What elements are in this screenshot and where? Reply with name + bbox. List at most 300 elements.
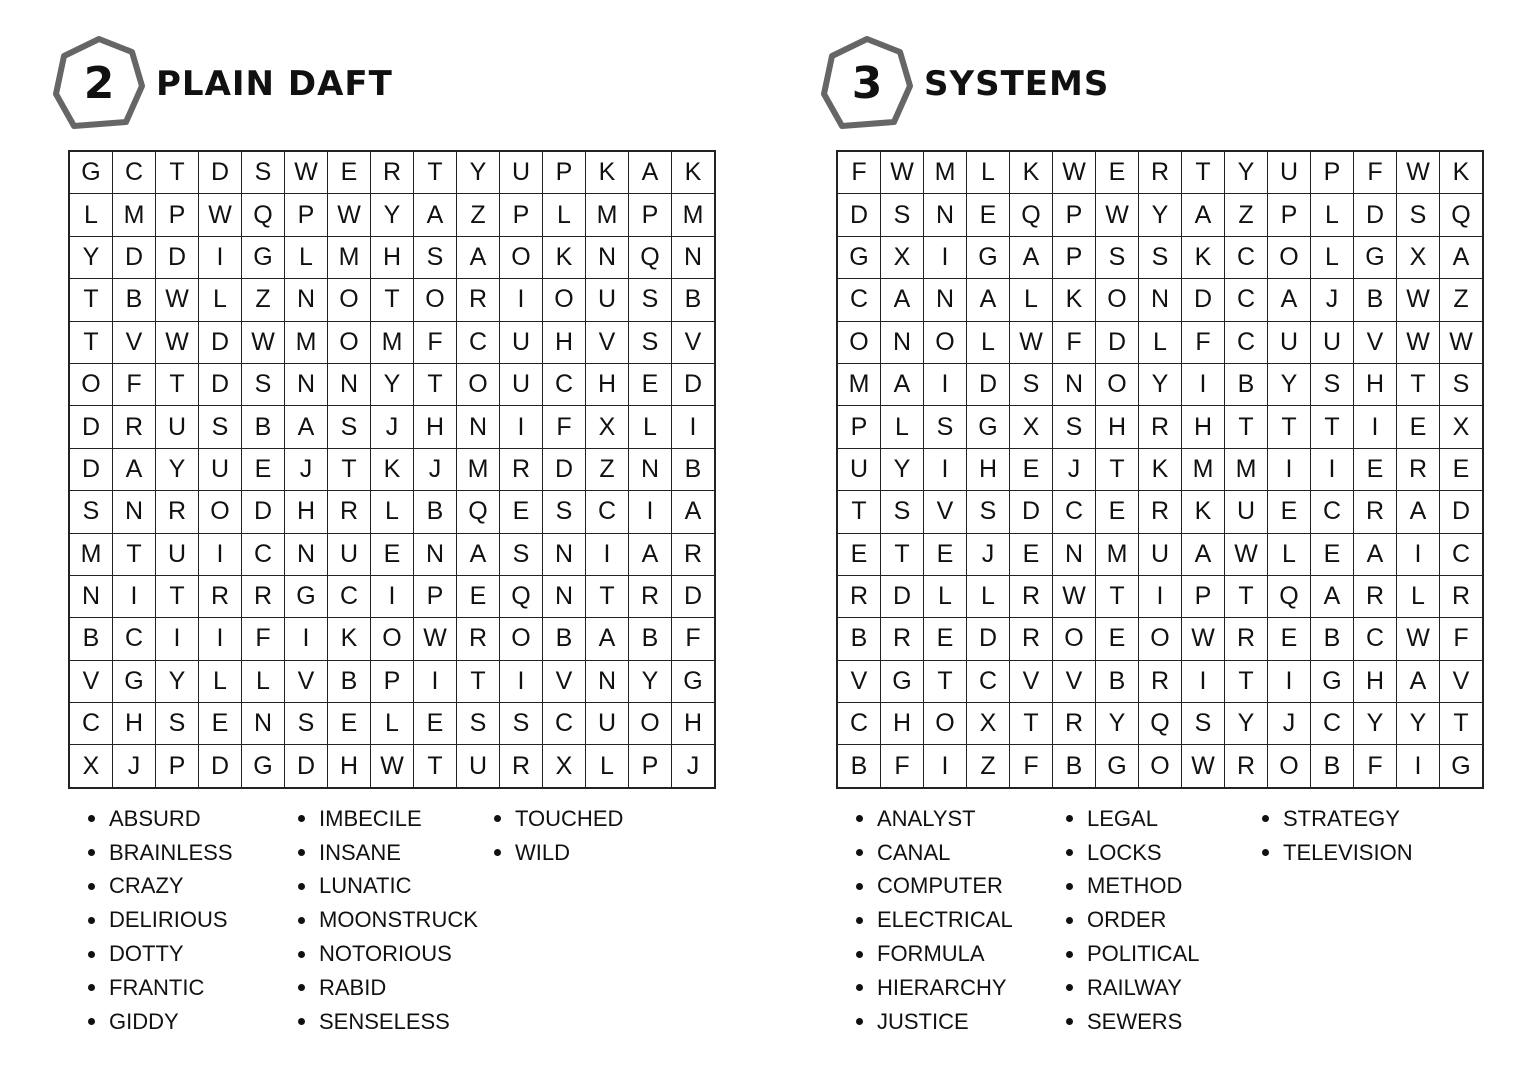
grid-cell: E xyxy=(924,618,966,659)
grid-cell: C xyxy=(328,576,370,617)
grid-cell: L xyxy=(967,322,1009,363)
grid-cell: P xyxy=(500,194,542,235)
list-item xyxy=(298,836,498,870)
grid-cell: O xyxy=(199,491,241,532)
grid-cell: B xyxy=(1225,364,1267,405)
grid-cell: S xyxy=(629,279,671,320)
grid-cell: I xyxy=(924,745,966,786)
grid-cell: L xyxy=(967,576,1009,617)
bullet-icon xyxy=(88,984,95,991)
grid-cell: Z xyxy=(457,194,499,235)
word-label: FORMULA xyxy=(877,941,985,967)
grid-cell: L xyxy=(1311,237,1353,278)
grid-cell: E xyxy=(1311,534,1353,575)
bullet-icon xyxy=(298,849,305,856)
grid-cell: G xyxy=(1440,745,1482,786)
word-list xyxy=(88,802,748,1052)
grid-cell: P xyxy=(838,406,880,447)
grid-cell: E xyxy=(1010,449,1052,490)
grid-cell: T xyxy=(457,661,499,702)
grid-cell: B xyxy=(1311,618,1353,659)
list-item xyxy=(88,870,288,904)
grid-cell: J xyxy=(1053,449,1095,490)
grid-cell: U xyxy=(457,745,499,786)
grid-cell: D xyxy=(838,194,880,235)
grid-cell: Q xyxy=(1010,194,1052,235)
grid-cell: A xyxy=(586,618,628,659)
grid-cell: F xyxy=(242,618,284,659)
grid-cell: H xyxy=(967,449,1009,490)
bullet-icon xyxy=(1066,849,1073,856)
grid-cell: S xyxy=(500,703,542,744)
word-label: TELEVISION xyxy=(1283,839,1413,865)
grid-cell: U xyxy=(586,279,628,320)
grid-cell: J xyxy=(1268,703,1310,744)
bullet-icon xyxy=(298,917,305,924)
grid-cell: D xyxy=(543,449,585,490)
grid-cell: E xyxy=(1010,534,1052,575)
grid-cell: D xyxy=(1440,491,1482,532)
grid-cell: T xyxy=(1225,661,1267,702)
grid-cell: S xyxy=(924,406,966,447)
grid-cell: C xyxy=(1225,279,1267,320)
word-label: NOTORIOUS xyxy=(319,941,452,967)
word-column xyxy=(88,802,288,1039)
grid-cell: V xyxy=(1354,322,1396,363)
grid-cell: T xyxy=(113,534,155,575)
grid-cell: M xyxy=(1182,449,1224,490)
grid-cell: V xyxy=(70,661,112,702)
bullet-icon xyxy=(1066,1018,1073,1025)
grid-cell: D xyxy=(1096,322,1138,363)
grid-cell: T xyxy=(586,576,628,617)
grid-cell: O xyxy=(328,279,370,320)
grid-cell: O xyxy=(1053,618,1095,659)
word-label: RAILWAY xyxy=(1087,974,1182,1000)
grid-cell: P xyxy=(1053,194,1095,235)
word-label: COMPUTER xyxy=(877,873,1003,899)
list-item xyxy=(1262,836,1462,870)
grid-cell: Y xyxy=(1397,703,1439,744)
grid-cell: E xyxy=(1268,618,1310,659)
grid-cell: G xyxy=(1354,237,1396,278)
grid-cell: D xyxy=(672,576,714,617)
list-item xyxy=(856,903,1056,937)
grid-cell: N xyxy=(543,534,585,575)
grid-cell: D xyxy=(285,745,327,786)
word-column xyxy=(856,802,1056,1039)
grid-cell: A xyxy=(629,152,671,193)
grid-cell: H xyxy=(881,703,923,744)
grid-cell: U xyxy=(500,152,542,193)
grid-cell: O xyxy=(924,322,966,363)
grid-cell: E xyxy=(1096,618,1138,659)
list-item xyxy=(298,971,498,1005)
grid-cell: L xyxy=(199,279,241,320)
bullet-icon xyxy=(298,984,305,991)
grid-cell: T xyxy=(1440,703,1482,744)
grid-cell: C xyxy=(242,534,284,575)
list-item xyxy=(1066,802,1266,836)
grid-cell: F xyxy=(543,406,585,447)
grid-cell: X xyxy=(1010,406,1052,447)
grid-cell: D xyxy=(967,618,1009,659)
grid-cell: U xyxy=(500,322,542,363)
grid-cell: S xyxy=(1053,406,1095,447)
grid-cell: S xyxy=(199,406,241,447)
grid-cell: U xyxy=(1225,491,1267,532)
list-item xyxy=(88,802,288,836)
grid-cell: B xyxy=(414,491,456,532)
grid-cell: A xyxy=(881,279,923,320)
grid-cell: O xyxy=(371,618,413,659)
grid-cell: S xyxy=(242,364,284,405)
grid-cell: X xyxy=(543,745,585,786)
grid-cell: M xyxy=(70,534,112,575)
bullet-icon xyxy=(856,917,863,924)
grid-cell: T xyxy=(881,534,923,575)
grid-cell: Y xyxy=(1354,703,1396,744)
grid-cell: G xyxy=(113,661,155,702)
grid-cell: Y xyxy=(156,449,198,490)
grid-cell: R xyxy=(156,491,198,532)
grid-cell: R xyxy=(500,449,542,490)
grid-cell: Z xyxy=(1225,194,1267,235)
grid-cell: S xyxy=(414,237,456,278)
grid-cell: D xyxy=(672,364,714,405)
word-label: MOONSTRUCK xyxy=(319,907,478,933)
grid-cell: R xyxy=(1053,703,1095,744)
grid-cell: W xyxy=(1397,322,1439,363)
grid-cell: G xyxy=(967,406,1009,447)
bullet-icon xyxy=(1066,917,1073,924)
grid-cell: L xyxy=(881,406,923,447)
grid-cell: Y xyxy=(1096,703,1138,744)
bullet-icon xyxy=(1262,815,1269,822)
grid-cell: N xyxy=(457,406,499,447)
grid-cell: S xyxy=(967,491,1009,532)
grid-cell: E xyxy=(1096,491,1138,532)
word-label: DOTTY xyxy=(109,941,184,967)
grid-cell: K xyxy=(1010,152,1052,193)
grid-cell: O xyxy=(1139,618,1181,659)
grid-cell: E xyxy=(1397,406,1439,447)
grid-cell: N xyxy=(586,661,628,702)
list-item xyxy=(1066,836,1266,870)
grid-cell: Y xyxy=(371,194,413,235)
grid-cell: N xyxy=(285,534,327,575)
grid-cell: T xyxy=(1096,576,1138,617)
grid-cell: I xyxy=(1311,449,1353,490)
grid-cell: B xyxy=(1354,279,1396,320)
grid-cell: P xyxy=(371,661,413,702)
grid-cell: R xyxy=(1354,491,1396,532)
grid-cell: N xyxy=(543,576,585,617)
word-label: SENSELESS xyxy=(319,1008,450,1034)
grid-cell: V xyxy=(543,661,585,702)
grid-cell: R xyxy=(1010,618,1052,659)
grid-cell: E xyxy=(838,534,880,575)
grid-cell: N xyxy=(70,576,112,617)
grid-cell: A xyxy=(1440,237,1482,278)
grid-cell: O xyxy=(1268,237,1310,278)
grid-cell: L xyxy=(924,576,966,617)
grid-cell: L xyxy=(586,745,628,786)
grid-cell: C xyxy=(586,491,628,532)
list-item xyxy=(298,903,498,937)
grid-cell: Z xyxy=(242,279,284,320)
grid-cell: Y xyxy=(1139,364,1181,405)
grid-cell: N xyxy=(586,237,628,278)
list-item xyxy=(298,1005,498,1039)
grid-cell: J xyxy=(371,406,413,447)
grid-cell: I xyxy=(672,406,714,447)
word-label: BRAINLESS xyxy=(109,839,233,865)
grid-cell: I xyxy=(1268,661,1310,702)
list-item xyxy=(88,937,288,971)
grid-cell: J xyxy=(1311,279,1353,320)
word-label: LUNATIC xyxy=(319,873,412,899)
word-label: CRAZY xyxy=(109,873,184,899)
grid-cell: I xyxy=(1397,745,1439,786)
grid-cell: I xyxy=(1182,364,1224,405)
grid-cell: E xyxy=(328,152,370,193)
grid-cell: H xyxy=(285,491,327,532)
grid-cell: M xyxy=(113,194,155,235)
grid-cell: M xyxy=(924,152,966,193)
grid-cell: F xyxy=(1440,618,1482,659)
grid-cell: N xyxy=(414,534,456,575)
grid-cell: Y xyxy=(1225,703,1267,744)
list-item xyxy=(298,937,498,971)
grid-cell: I xyxy=(285,618,327,659)
grid-cell: K xyxy=(586,152,628,193)
grid-cell: L xyxy=(70,194,112,235)
grid-cell: G xyxy=(285,576,327,617)
grid-cell: P xyxy=(156,194,198,235)
grid-cell: A xyxy=(457,237,499,278)
grid-cell: L xyxy=(967,152,1009,193)
grid-cell: T xyxy=(371,279,413,320)
word-label: LOCKS xyxy=(1087,839,1162,865)
grid-cell: R xyxy=(672,534,714,575)
list-item xyxy=(88,836,288,870)
grid-cell: A xyxy=(113,449,155,490)
grid-cell: E xyxy=(1096,152,1138,193)
grid-cell: O xyxy=(1096,279,1138,320)
grid-cell: Q xyxy=(500,576,542,617)
word-label: RABID xyxy=(319,974,387,1000)
grid-cell: V xyxy=(113,322,155,363)
grid-cell: S xyxy=(70,491,112,532)
bullet-icon xyxy=(856,984,863,991)
list-item xyxy=(298,870,498,904)
bullet-icon xyxy=(1066,883,1073,890)
grid-cell: M xyxy=(328,237,370,278)
grid-cell: D xyxy=(199,152,241,193)
grid-cell: F xyxy=(1053,322,1095,363)
grid-cell: B xyxy=(70,618,112,659)
grid-cell: J xyxy=(672,745,714,786)
word-column xyxy=(1066,802,1266,1039)
grid-cell: G xyxy=(881,661,923,702)
grid-cell: P xyxy=(629,194,671,235)
word-label: ANALYST xyxy=(877,805,976,831)
bullet-icon xyxy=(1066,951,1073,958)
grid-cell: B xyxy=(1053,745,1095,786)
word-label: LEGAL xyxy=(1087,805,1158,831)
grid-cell: E xyxy=(629,364,671,405)
bullet-icon xyxy=(298,815,305,822)
grid-cell: O xyxy=(328,322,370,363)
grid-cell: R xyxy=(629,576,671,617)
bullet-icon xyxy=(298,951,305,958)
grid-cell: A xyxy=(881,364,923,405)
grid-cell: Y xyxy=(457,152,499,193)
grid-cell: W xyxy=(199,194,241,235)
grid-cell: R xyxy=(1139,152,1181,193)
grid-cell: G xyxy=(1096,745,1138,786)
grid-cell: D xyxy=(199,745,241,786)
grid-cell: R xyxy=(1225,745,1267,786)
grid-cell: A xyxy=(1397,491,1439,532)
grid-cell: G xyxy=(838,237,880,278)
grid-cell: S xyxy=(457,703,499,744)
grid-cell: X xyxy=(1397,237,1439,278)
grid-cell: R xyxy=(371,152,413,193)
puzzle-number-badge xyxy=(52,34,146,134)
grid-cell: I xyxy=(924,449,966,490)
grid-cell: W xyxy=(1182,745,1224,786)
grid-cell: U xyxy=(156,406,198,447)
grid-cell: P xyxy=(285,194,327,235)
grid-cell: F xyxy=(1182,322,1224,363)
word-label: JUSTICE xyxy=(877,1008,969,1034)
grid-cell: N xyxy=(242,703,284,744)
grid-cell: P xyxy=(1182,576,1224,617)
puzzle-title: SYSTEMS xyxy=(924,64,1110,104)
grid-cell: X xyxy=(1440,406,1482,447)
grid-cell: T xyxy=(414,152,456,193)
grid-cell: O xyxy=(1096,364,1138,405)
grid-cell: W xyxy=(1053,152,1095,193)
word-label: STRATEGY xyxy=(1283,805,1400,831)
grid-cell: V xyxy=(586,322,628,363)
grid-cell: L xyxy=(1268,534,1310,575)
grid-cell: K xyxy=(1053,279,1095,320)
grid-cell: H xyxy=(1182,406,1224,447)
grid-cell: I xyxy=(924,237,966,278)
grid-cell: I xyxy=(199,618,241,659)
grid-cell: T xyxy=(1096,449,1138,490)
grid-cell: W xyxy=(414,618,456,659)
grid-cell: I xyxy=(371,576,413,617)
grid-cell: C xyxy=(838,703,880,744)
list-item xyxy=(856,836,1056,870)
grid-cell: T xyxy=(1182,152,1224,193)
grid-cell: T xyxy=(1397,364,1439,405)
puzzle-number: 3 xyxy=(851,58,883,109)
grid-cell: N xyxy=(1053,534,1095,575)
grid-cell: S xyxy=(881,491,923,532)
grid-cell: S xyxy=(881,194,923,235)
grid-cell: W xyxy=(1182,618,1224,659)
grid-cell: T xyxy=(838,491,880,532)
list-item xyxy=(1066,971,1266,1005)
grid-cell: T xyxy=(1268,406,1310,447)
word-label: ELECTRICAL xyxy=(877,907,1013,933)
grid-cell: V xyxy=(1440,661,1482,702)
grid-cell: S xyxy=(156,703,198,744)
grid-cell: O xyxy=(457,364,499,405)
grid-cell: I xyxy=(1139,576,1181,617)
grid-cell: A xyxy=(1354,534,1396,575)
grid-cell: E xyxy=(1354,449,1396,490)
grid-cell: C xyxy=(1440,534,1482,575)
grid-cell: Q xyxy=(242,194,284,235)
word-label: METHOD xyxy=(1087,873,1183,899)
grid-cell: N xyxy=(113,491,155,532)
grid-cell: B xyxy=(328,661,370,702)
grid-cell: M xyxy=(586,194,628,235)
list-item xyxy=(856,937,1056,971)
grid-cell: Y xyxy=(156,661,198,702)
grid-cell: C xyxy=(1225,237,1267,278)
grid-cell: M xyxy=(1225,449,1267,490)
grid-cell: L xyxy=(242,661,284,702)
grid-cell: B xyxy=(242,406,284,447)
grid-cell: E xyxy=(1268,491,1310,532)
grid-cell: O xyxy=(500,618,542,659)
grid-cell: T xyxy=(328,449,370,490)
grid-cell: I xyxy=(500,279,542,320)
list-item xyxy=(88,971,288,1005)
grid-cell: G xyxy=(967,237,1009,278)
grid-cell: H xyxy=(1354,661,1396,702)
grid-cell: J xyxy=(285,449,327,490)
grid-cell: S xyxy=(1096,237,1138,278)
grid-cell: T xyxy=(156,152,198,193)
grid-cell: I xyxy=(156,618,198,659)
grid-cell: E xyxy=(242,449,284,490)
word-label: CANAL xyxy=(877,839,951,865)
grid-cell: I xyxy=(500,661,542,702)
grid-cell: S xyxy=(1182,703,1224,744)
grid-cell: W xyxy=(1053,576,1095,617)
bullet-icon xyxy=(1066,984,1073,991)
grid-cell: R xyxy=(1397,449,1439,490)
grid-cell: H xyxy=(1354,364,1396,405)
puzzle-number-badge xyxy=(820,34,914,134)
grid-cell: D xyxy=(1354,194,1396,235)
grid-cell: G xyxy=(672,661,714,702)
grid-cell: I xyxy=(629,491,671,532)
grid-cell: Q xyxy=(1440,194,1482,235)
grid-cell: B xyxy=(113,279,155,320)
grid-cell: U xyxy=(328,534,370,575)
grid-cell: C xyxy=(113,618,155,659)
list-item xyxy=(856,1005,1056,1039)
grid-cell: D xyxy=(199,322,241,363)
grid-cell: F xyxy=(1010,745,1052,786)
grid-cell: I xyxy=(414,661,456,702)
word-column xyxy=(298,802,498,1039)
grid-cell: R xyxy=(242,576,284,617)
grid-cell: B xyxy=(629,618,671,659)
grid-cell: P xyxy=(1053,237,1095,278)
bullet-icon xyxy=(88,951,95,958)
grid-cell: A xyxy=(457,534,499,575)
